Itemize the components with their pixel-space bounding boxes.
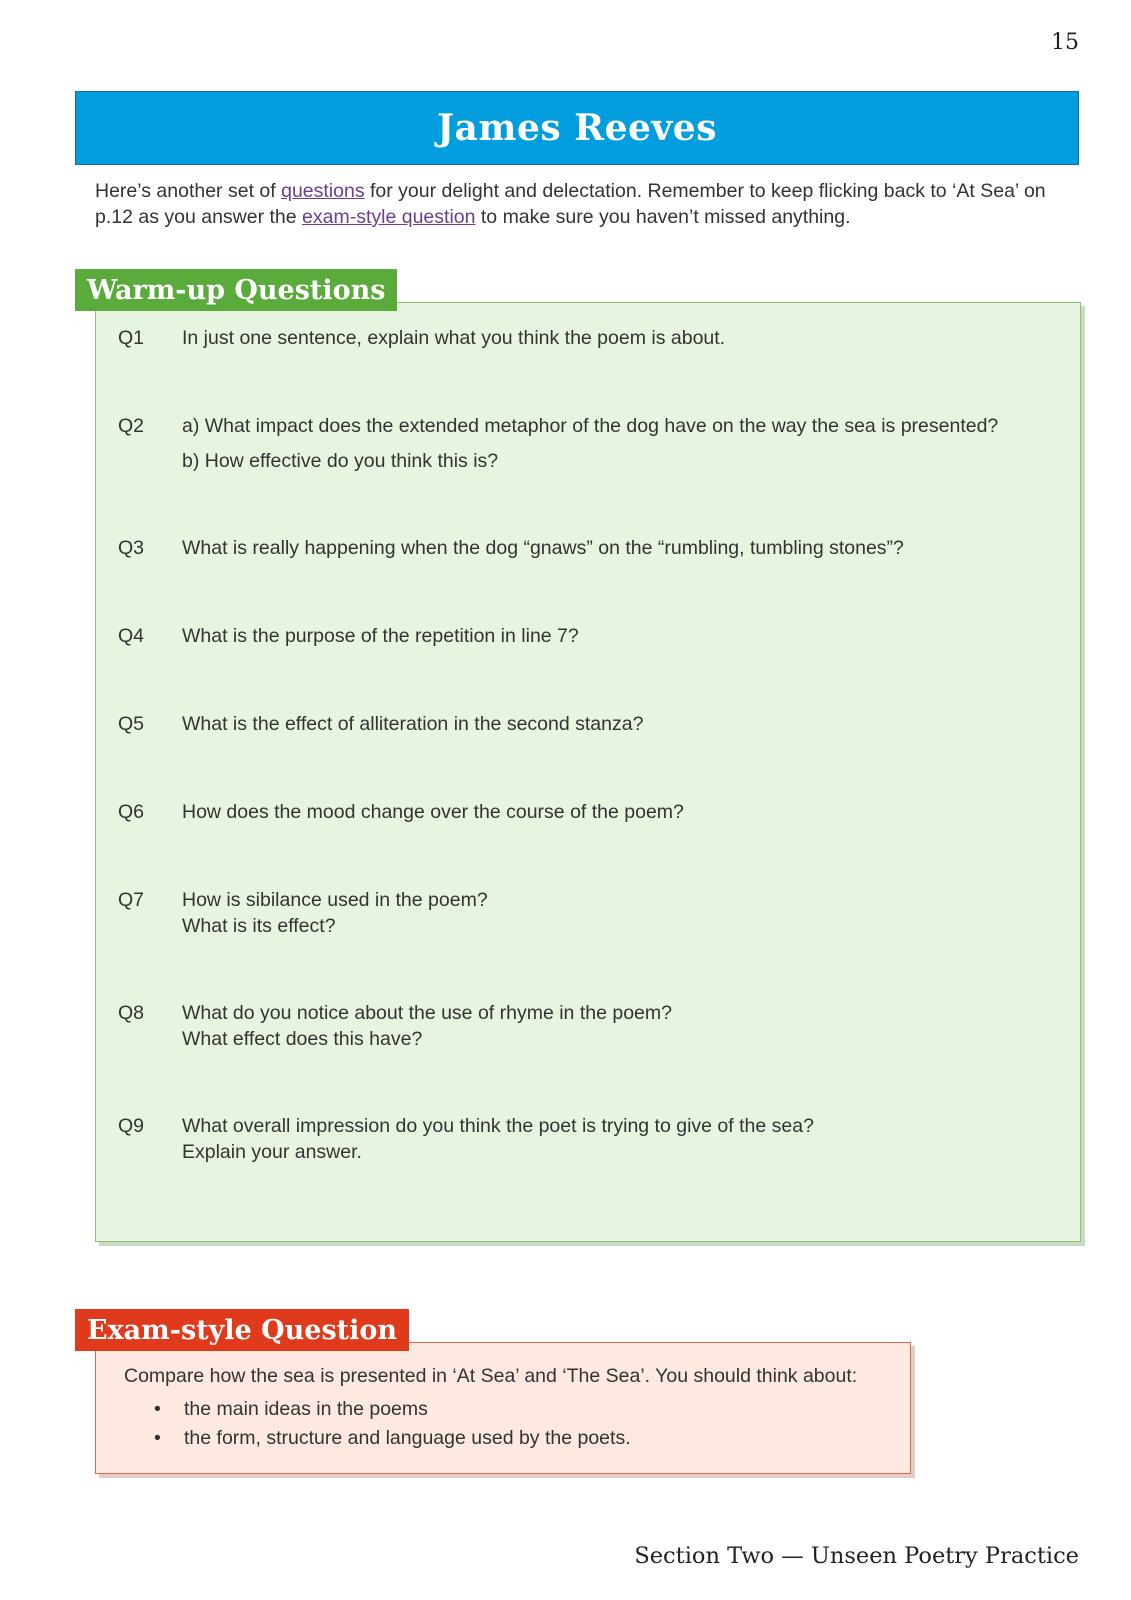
exam-bullet-item [154, 1395, 631, 1424]
question-text: In just one sentence, explain what you think the poem is about. [182, 327, 726, 349]
question-number: Q8 [118, 1002, 145, 1024]
question-number: Q4 [118, 625, 145, 647]
question-text: What is the purpose of the repetition in line 7? [182, 625, 579, 647]
question-text: What overall impression do you think the poet is trying to give of the sea? [182, 1115, 814, 1137]
question-text: What do you notice about the use of rhyme in the poem? [182, 1002, 672, 1024]
exam-prompt: Compare how the sea is presented in ‘At Sea’ and ‘The Sea’. You should think about: [124, 1365, 858, 1387]
question-number: Q6 [118, 801, 145, 823]
question-number: Q9 [118, 1115, 145, 1137]
title-banner [75, 91, 1079, 165]
question-text: What is the effect of alliteration in the second stanza? [182, 713, 644, 735]
exam-style-question-link[interactable]: exam-style question [302, 206, 476, 228]
exam-bullet-text: the main ideas in the poems [184, 1398, 428, 1420]
intro-text-2: for your delight and delectation. Remember to keep flicking back to ‘At Sea’ on p.12 as you answer the [95, 180, 1046, 228]
exam-heading: Exam-style Question [75, 1309, 409, 1351]
question-text: How does the mood change over the course of the poem? [182, 801, 684, 823]
bullet-icon: • [154, 1398, 161, 1420]
question-number: Q5 [118, 713, 145, 735]
warmup-heading: Warm-up Questions [75, 269, 397, 311]
intro-text-1: Here’s another set of [95, 180, 282, 202]
warmup-questions-box [95, 302, 1081, 1242]
question-text-followup: What is its effect? [182, 915, 336, 937]
bullet-icon: • [154, 1427, 161, 1449]
page-number: 15 [1051, 30, 1079, 55]
questions-link[interactable]: questions [281, 180, 365, 202]
exam-bullet-text: the form, structure and language used by the poets. [184, 1427, 631, 1449]
intro-paragraph [95, 178, 1075, 230]
question-text-followup: Explain your answer. [182, 1141, 362, 1163]
question-number: Q2 [118, 415, 145, 437]
question-number: Q1 [118, 327, 145, 349]
question-text: How is sibilance used in the poem? [182, 889, 488, 911]
question-part-a: a) What impact does the extended metaphor of the dog have on the way the sea is presented? [182, 415, 999, 437]
exam-question-box [95, 1342, 911, 1474]
section-footer: Section Two — Unseen Poetry Practice [634, 1543, 1079, 1569]
question-number: Q3 [118, 537, 145, 559]
exam-bullet-item [154, 1424, 631, 1453]
question-text-followup: What effect does this have? [182, 1028, 423, 1050]
exam-bullet-list [154, 1395, 631, 1453]
question-number: Q7 [118, 889, 145, 911]
question-text: What is really happening when the dog “gnaws” on the “rumbling, tumbling stones”? [182, 537, 904, 559]
page-title: James Reeves [437, 107, 717, 149]
question-part-b: b) How effective do you think this is? [182, 450, 499, 472]
intro-text-3: to make sure you haven’t missed anything. [475, 206, 851, 228]
